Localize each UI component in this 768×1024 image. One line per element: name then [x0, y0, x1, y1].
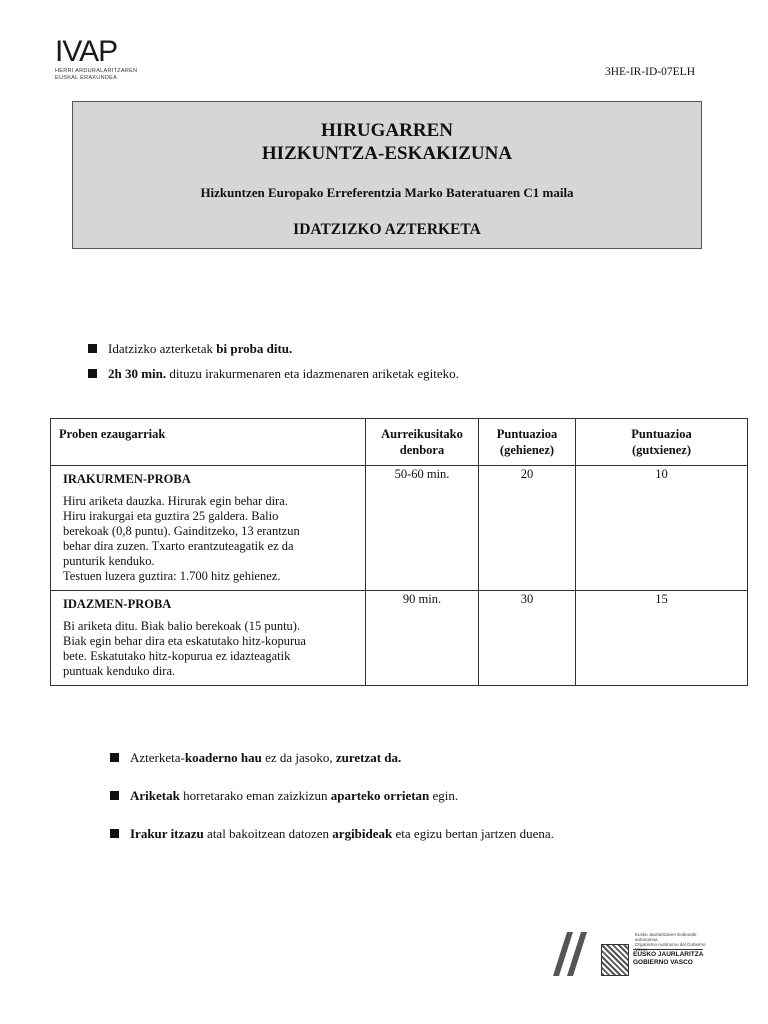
- notes-bullet-list: [110, 750, 554, 864]
- table-cell: 20: [479, 466, 576, 591]
- exam-parts-table: [50, 418, 748, 686]
- column-header: Puntuazioa (gehienez): [479, 419, 576, 466]
- intro-bullet-list: [88, 341, 459, 391]
- column-header: Aurreikusitako denbora: [366, 419, 479, 466]
- list-item: Azterketa-koaderno hau ez da jasoko, zuretzat da.: [110, 750, 554, 766]
- table-cell: 10: [576, 466, 748, 591]
- list-item: Ariketak horretarako eman zaizkizun aparteko orrietan egin.: [110, 788, 554, 804]
- gov-small-text: Eusko Jaurlaritzaren Erakunde autonomoa Organismo Autónomo del Gobierno Vasco: [635, 932, 706, 952]
- list-item: 2h 30 min. dituzu irakurmenaren eta idazmenaren ariketak egiteko.: [88, 366, 459, 382]
- table-cell: 30: [479, 591, 576, 686]
- row-description: IRAKURMEN-PROBA Hiru ariketa dauzka. Hirurak egin behar dira. Hiru irakurgai eta guztira 25 galdera. Balio berekoak (0,8 puntu). Gainditzeko, 13 erantzun behar dira zuzen. Txarto erantzuteagatik ez da punturik kenduko. Testuen luzera guztira: 1.700 hitz gehienez.: [51, 466, 366, 591]
- list-item: Idatzizko azterketak bi proba ditu.: [88, 341, 459, 357]
- exam-title: IDATZIZKO AZTERKETA: [293, 221, 481, 238]
- column-header: Puntuazioa (gutxienez): [576, 419, 748, 466]
- table-cell: 50-60 min.: [366, 466, 479, 591]
- table-header-row: [51, 419, 748, 466]
- ivap-logo-subtitle: HERRI ARDURALARITZAREN EUSKAL ERAKUNDEA: [55, 68, 138, 81]
- table-row: [51, 591, 748, 686]
- stripes-icon: [553, 932, 595, 976]
- row-description: IDAZMEN-PROBA Bi ariketa ditu. Biak balio berekoak (15 puntu). Biak egin behar dira eta eskatutako hitz-kopurua bete. Eskatutako hitz-kopurua ez idazteagatik puntuak kenduko dira.: [51, 591, 366, 686]
- ivap-logo: [55, 35, 138, 82]
- table-row: [51, 466, 748, 591]
- gov-name: EUSKO JAURLARITZA GOBIERNO VASCO: [633, 951, 704, 966]
- ivap-logo-text: IVAP: [55, 35, 118, 68]
- document-code: 3HE-IR-ID-07ELH: [604, 66, 695, 78]
- gobierno-vasco-logo: [553, 928, 718, 978]
- table-cell: 90 min.: [366, 591, 479, 686]
- table-cell: 15: [576, 591, 748, 686]
- column-header: Proben ezaugarriak: [51, 419, 366, 466]
- page-title: HIRUGARREN HIZKUNTZA-ESKAKIZUNA: [261, 120, 513, 164]
- shield-icon: [601, 944, 629, 976]
- page-subtitle: Hizkuntzen Europako Erreferentzia Marko Bateratuaren C1 maila: [200, 185, 574, 200]
- title-box: [72, 101, 702, 249]
- list-item: Irakur itzazu atal bakoitzean datozen argibideak eta egizu bertan jartzen duena.: [110, 826, 554, 842]
